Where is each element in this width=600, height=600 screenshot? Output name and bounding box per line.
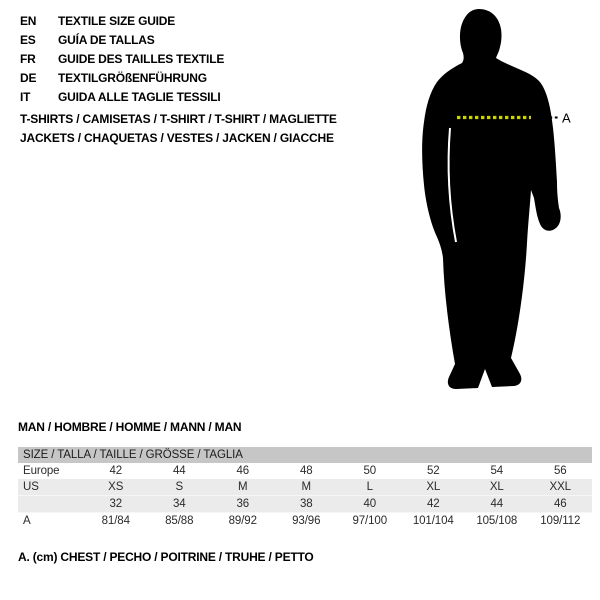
cell: 44 <box>172 465 186 477</box>
row-label: Europe <box>23 465 60 477</box>
cell: 40 <box>338 496 402 513</box>
cell: 89/92 <box>228 515 257 527</box>
language-code: FR <box>20 52 36 66</box>
cell: XS <box>84 479 148 496</box>
cell: L <box>338 479 402 496</box>
list-item <box>20 31 224 50</box>
cell: XL <box>402 479 466 496</box>
cell: 42 <box>109 465 123 477</box>
row-label: A <box>23 515 31 527</box>
cell: M <box>275 479 339 496</box>
cell: 97/100 <box>352 515 388 527</box>
size-table-header-row <box>18 447 592 463</box>
guide-title-de: TEXTILGRÖßENFÜHRUNG <box>58 71 207 85</box>
list-item <box>20 88 224 107</box>
garment-categories <box>20 110 337 148</box>
cell: 42 <box>402 496 466 513</box>
man-silhouette-svg <box>398 2 598 400</box>
cell: 109/112 <box>540 515 581 527</box>
cell: 36 <box>211 496 275 513</box>
cell: 48 <box>299 465 313 477</box>
cell: 32 <box>84 496 148 513</box>
table-row-chest-a <box>18 513 592 530</box>
category-line-jackets: JACKETS / CHAQUETAS / VESTES / JACKEN / GIACCHE <box>20 131 334 145</box>
size-table <box>18 447 592 529</box>
language-code: ES <box>20 33 36 47</box>
row-label <box>18 496 84 513</box>
cell: 101/104 <box>412 515 454 527</box>
cell: 46 <box>529 496 593 513</box>
list-item <box>20 69 224 88</box>
cell: 81/84 <box>101 515 130 527</box>
cell: 46 <box>236 465 250 477</box>
cell: 105/108 <box>476 515 518 527</box>
category-line-tshirts: T-SHIRTS / CAMISETAS / T-SHIRT / T-SHIRT / MAGLIETTE <box>20 112 337 126</box>
language-code: EN <box>20 14 37 28</box>
cell: 34 <box>148 496 212 513</box>
list-item <box>20 50 224 69</box>
cell: 56 <box>553 465 567 477</box>
guide-title-it: GUIDA ALLE TAGLIE TESSILI <box>58 90 221 104</box>
cell: S <box>148 479 212 496</box>
section-title-man: MAN / HOMBRE / HOMME / MANN / MAN <box>18 420 242 434</box>
guide-title-es: GUÍA DE TALLAS <box>58 33 155 47</box>
list-item <box>20 12 224 31</box>
cell: XL <box>465 479 529 496</box>
cell: 44 <box>465 496 529 513</box>
cell: 38 <box>275 496 339 513</box>
cell: 54 <box>490 465 504 477</box>
man-silhouette-figure <box>398 2 598 400</box>
table-row-numeric <box>18 496 592 513</box>
guide-title-en: TEXTILE SIZE GUIDE <box>58 14 176 28</box>
cell: M <box>211 479 275 496</box>
cell: 52 <box>426 465 440 477</box>
language-code: DE <box>20 71 37 85</box>
size-table-header: SIZE / TALLA / TAILLE / GRÖSSE / TAGLIA <box>23 449 243 461</box>
cell: 93/96 <box>292 515 321 527</box>
cell: 50 <box>363 465 377 477</box>
language-guide-list <box>20 12 224 107</box>
table-row-europe <box>18 463 592 479</box>
man-silhouette-shape <box>422 9 561 389</box>
language-code: IT <box>20 90 31 104</box>
cell: XXL <box>529 479 593 496</box>
measure-label-a: A <box>562 110 571 126</box>
table-row-us <box>18 479 592 496</box>
row-label: US <box>18 479 84 496</box>
guide-title-fr: GUIDE DES TAILLES TEXTILE <box>58 52 225 66</box>
cell: 85/88 <box>165 515 194 527</box>
measurement-footnote: A. (cm) CHEST / PECHO / POITRINE / TRUHE / PETTO <box>18 550 314 564</box>
